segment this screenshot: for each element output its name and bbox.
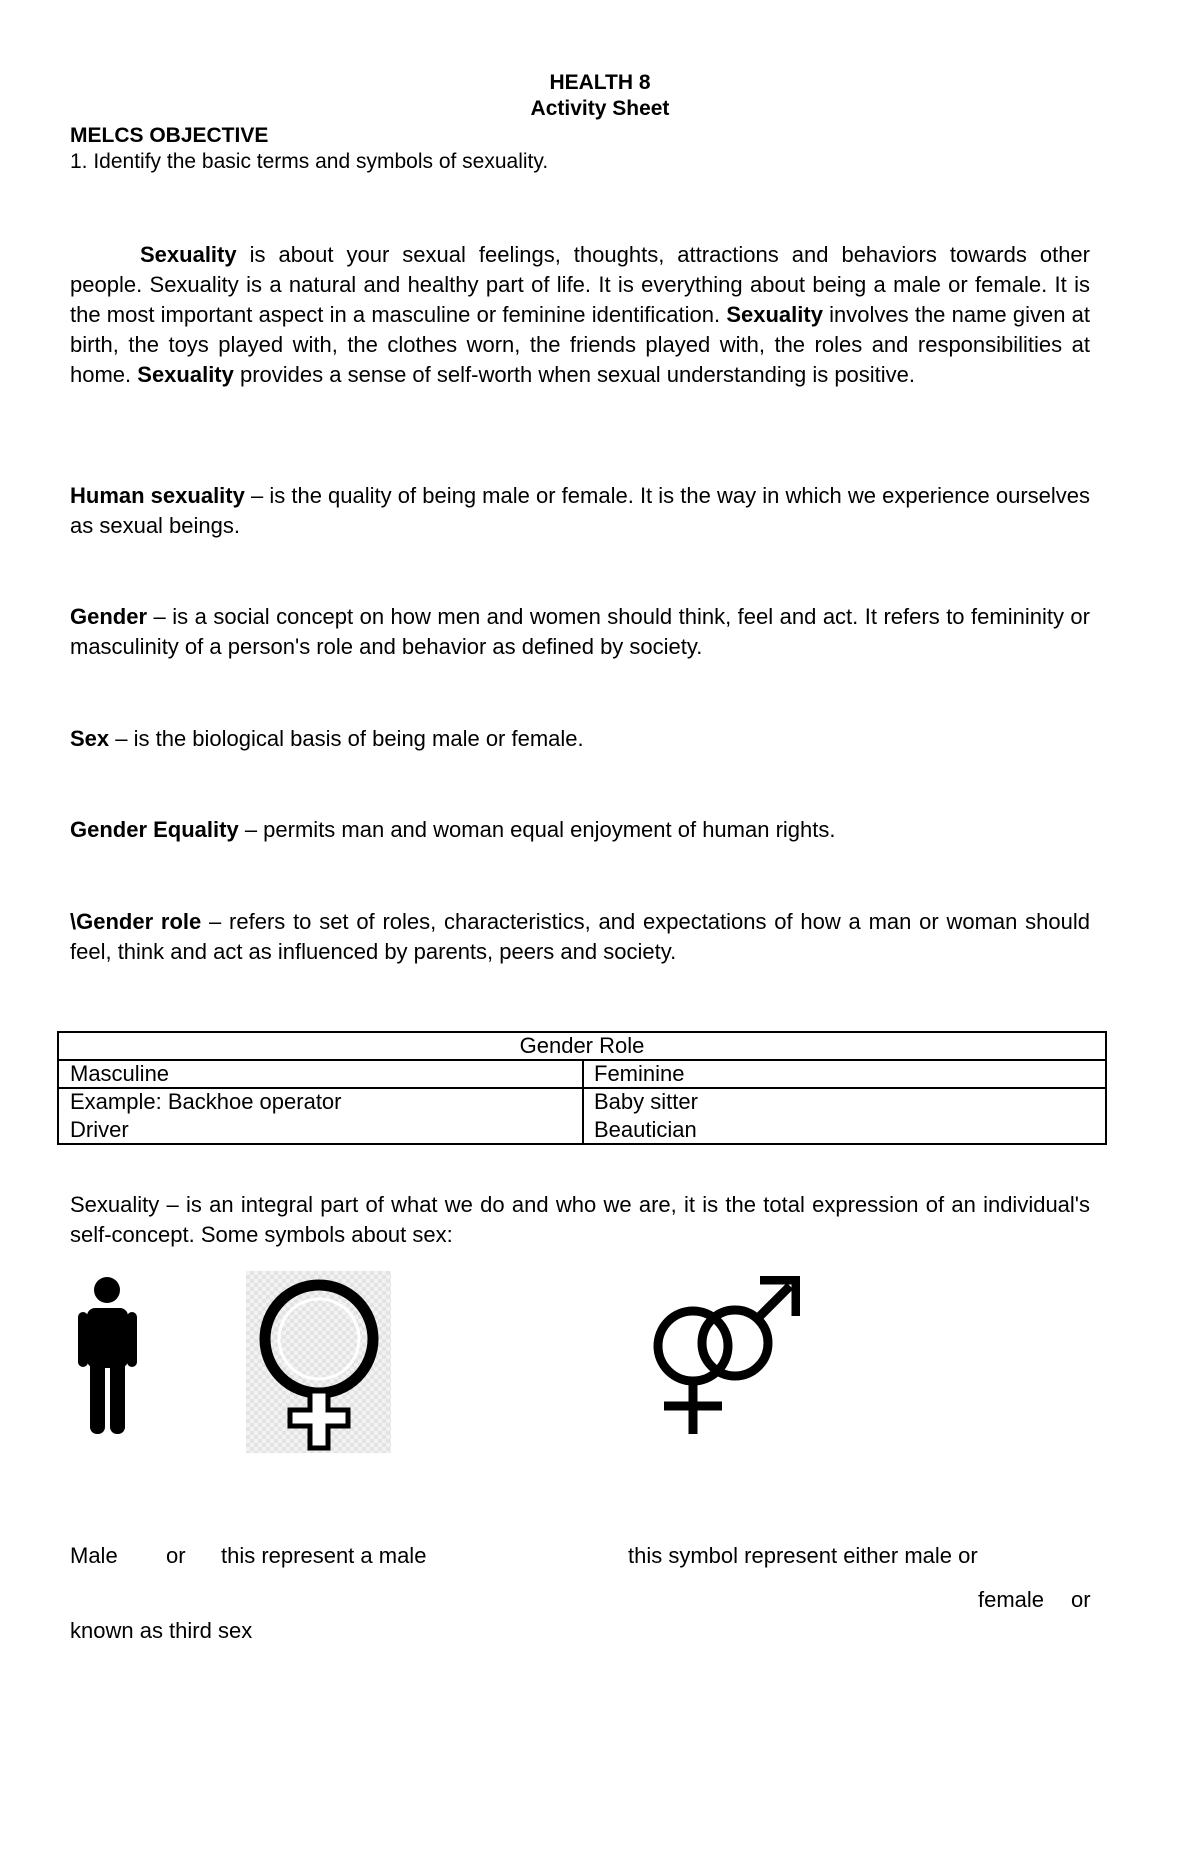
table-cell: Beautician <box>594 1117 697 1142</box>
caption-female: female <box>978 1587 1045 1612</box>
definition-gender-role: \Gender role – refers to set of roles, characteristics, and expectations of how a man or woman should feel, think and act as influenced by parents, peers and society. <box>70 909 1091 964</box>
page-subtitle: Activity Sheet <box>530 97 670 120</box>
objective-item: 1. Identify the basic terms and symbols of sexuality. <box>70 150 549 173</box>
caption-third-sex: known as third sex <box>70 1618 253 1643</box>
definition-human-sexuality: Human sexuality – is the quality of being male or female. It is the way in which we experience ourselves as sexual beings. <box>70 483 1091 538</box>
term-sexuality: Sexuality <box>140 242 237 267</box>
table-header-feminine: Feminine <box>594 1061 685 1086</box>
intersex-symbol-icon <box>650 1276 800 1436</box>
page-title: HEALTH 8 <box>549 71 651 94</box>
table-header-masculine: Masculine <box>70 1061 170 1086</box>
sexuality-symbols-paragraph: Sexuality – is an integral part of what we do and who we are, it is the total expression of an individual's self-concept. Some symbols about sex: <box>70 1192 1090 1247</box>
table-title: Gender Role <box>519 1033 645 1058</box>
male-figure-icon <box>75 1276 140 1436</box>
caption-third-sex-description: this symbol represent either male or <box>628 1543 978 1568</box>
definition-gender: Gender – is a social concept on how men and women should think, feel and act. It refers to femininity or masculinity of a person's role and behavior as defined by society. <box>70 604 1090 659</box>
caption-or: or <box>1071 1587 1091 1612</box>
table-cell: Driver <box>70 1117 129 1142</box>
table-cell: Baby sitter <box>594 1089 698 1114</box>
sexuality-paragraph: Sexuality is about your sexual feelings, thoughts, attractions and behaviors towards other people. Sexuality is a natural and healthy part of life. It is everything about being a male or female. It is the most important aspect in a masculine or feminine identification. Sexuality involves the name given at birth, the toys played with, the clothes worn, the friends played with, the roles and responsibilities at home. Sexuality provides a sense of self-worth when sexual understanding is positive. <box>70 242 1091 387</box>
female-symbol-icon <box>246 1271 391 1453</box>
table-cell: Example: Backhoe operator <box>70 1089 342 1114</box>
definition-gender-equality: Gender Equality – permits man and woman equal enjoyment of human rights. <box>70 817 836 842</box>
caption-or: or <box>166 1543 186 1568</box>
caption-male-description: this represent a male <box>221 1543 427 1568</box>
caption-male: Male <box>70 1543 118 1568</box>
objective-heading: MELCS OBJECTIVE <box>70 124 269 147</box>
definition-sex: Sex – is the biological basis of being male or female. <box>70 726 584 751</box>
